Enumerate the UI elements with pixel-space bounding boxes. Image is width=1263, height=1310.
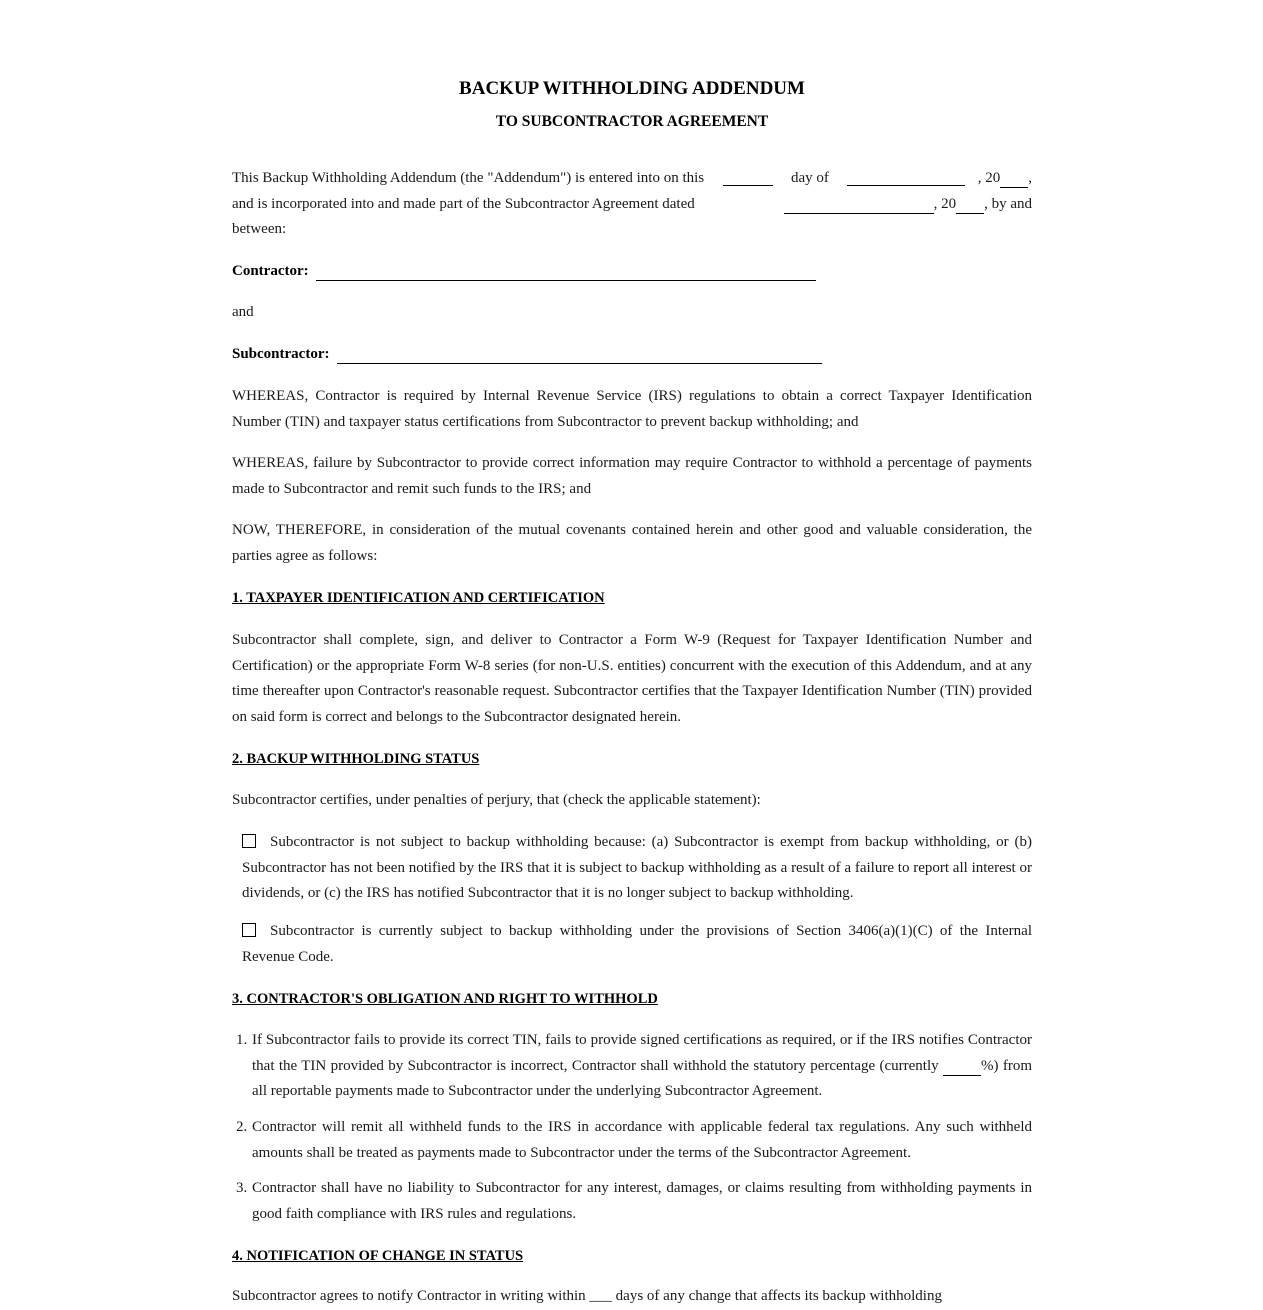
day-blank[interactable] <box>723 166 773 186</box>
list-number: 3. <box>236 1180 248 1196</box>
list-number: 1. <box>236 1032 248 1048</box>
section-2-heading: 2. BACKUP WITHHOLDING STATUS <box>232 751 480 767</box>
agreement-date-blank[interactable] <box>784 194 934 214</box>
option-not-subject-text: Subcontractor is not subject to backup withholding because: (a) Subcontractor is exempt from backup withholding, or (b) Subcontractor has not been notified by the IRS that it is subject to backup withholding as a result of a failure to report all interest or dividends, or (c) the IRS has notified Subcontractor that it is no longer subject to backup withholding. <box>242 834 1032 901</box>
withholding-percent-blank[interactable] <box>943 1056 981 1076</box>
whereas-paragraph-1: WHEREAS, Contractor is required by Internal Revenue Service (IRS) regulations to obtain a correct Taxpayer Identification Number (TIN) and taxpayer status certifications from Subcontractor to prevent backup withholding; and <box>232 388 1032 430</box>
option-subject <box>242 919 1032 970</box>
and-text: and <box>232 304 254 320</box>
document-title: BACKUP WITHHOLDING ADDENDUM <box>459 78 805 99</box>
item-3-text: Contractor shall have no liability to Subcontractor for any interest, damages, or claims resulting from withholding payments in good faith compliance with IRS rules and regulations. <box>252 1180 1032 1222</box>
intro-paragraph <box>232 166 1032 243</box>
section-3-item <box>232 1115 1032 1166</box>
month-blank[interactable] <box>847 166 965 186</box>
section-1-heading: 1. TAXPAYER IDENTIFICATION AND CERTIFICATION <box>232 590 605 606</box>
list-number: 2. <box>236 1119 248 1135</box>
item-1-text-b: %) from all reportable payments made to Subcontractor under the underlying Subcontractor Agreement. <box>252 1057 1032 1099</box>
intro-day-of: day of <box>791 170 829 186</box>
not-subject-checkbox[interactable] <box>242 834 256 848</box>
now-therefore-paragraph: NOW, THEREFORE, in consideration of the mutual covenants contained herein and other good and valuable consideration, the parties agree as follows: <box>232 522 1032 564</box>
section-4-heading: 4. NOTIFICATION OF CHANGE IN STATUS <box>232 1248 524 1264</box>
subcontractor-row <box>232 342 1032 368</box>
section-3-heading: 3. CONTRACTOR'S OBLIGATION AND RIGHT TO WITHHOLD <box>232 991 658 1007</box>
intro-text-1: This Backup Withholding Addendum (the "Addendum") is entered into on this <box>232 170 705 186</box>
section-2-intro: Subcontractor certifies, under penalties of perjury, that (check the applicable statement): <box>232 792 761 808</box>
item-2-text: Contractor will remit all withheld funds to the IRS in accordance with applicable federal tax regulations. Any such withheld amounts shall be treated as payments made to Subcontractor under the terms of the Subcontractor Agreement. <box>252 1119 1032 1161</box>
item-1-text-a: If Subcontractor fails to provide its correct TIN, fails to provide signed certifications as required, or if the IRS notifies Contractor that the TIN provided by Subcontractor is incorrect, Contractor shall withhold the statutory percentage (currently <box>252 1032 1032 1074</box>
subcontractor-label: Subcontractor: <box>232 346 330 362</box>
subcontractor-name-blank[interactable] <box>337 344 822 364</box>
contractor-row <box>232 259 1032 285</box>
agreement-year-blank[interactable] <box>956 194 984 214</box>
section-3-item <box>232 1028 1032 1105</box>
option-subject-text: Subcontractor is currently subject to backup withholding under the provisions of Section 3406(a)(1)(C) of the Internal Revenue Code. <box>242 923 1032 965</box>
intro-between: between: <box>232 221 287 237</box>
section-4-body: Subcontractor agrees to notify Contractor in writing within ___ days of any change that affects its backup withholding <box>232 1288 942 1304</box>
intro-year-prefix: , 20 <box>977 170 1001 186</box>
intro-text-2: and is incorporated into and made part of the Subcontractor Agreement dated <box>232 195 695 212</box>
contractor-label: Contractor: <box>232 263 309 279</box>
intro-year-prefix-2: , 20 <box>933 195 957 212</box>
whereas-paragraph-2: WHEREAS, failure by Subcontractor to provide correct information may require Contractor to withhold a percentage of payments made to Subcontractor and remit such funds to the IRS; and <box>232 455 1032 497</box>
year-blank[interactable] <box>1000 168 1028 188</box>
option-not-subject <box>242 830 1032 907</box>
section-3-item <box>232 1176 1032 1227</box>
contractor-name-blank[interactable] <box>316 261 816 281</box>
subject-checkbox[interactable] <box>242 923 256 937</box>
document-subtitle: TO SUBCONTRACTOR AGREEMENT <box>495 113 769 130</box>
intro-by-and: , by and <box>984 195 1032 212</box>
intro-comma: , <box>1028 170 1032 186</box>
section-1-body: Subcontractor shall complete, sign, and deliver to Contractor a Form W-9 (Request for Taxpayer Identification Number and Certification) or the appropriate Form W-8 series (for non-U.S. entities) concurrent with the execution of this Addendum, and at any time thereafter upon Contractor's reasonable request. Subcontractor certifies that the Taxpayer Identification Number (TIN) provided on said form is correct and belongs to the Subcontractor designated herein. <box>232 632 1032 725</box>
